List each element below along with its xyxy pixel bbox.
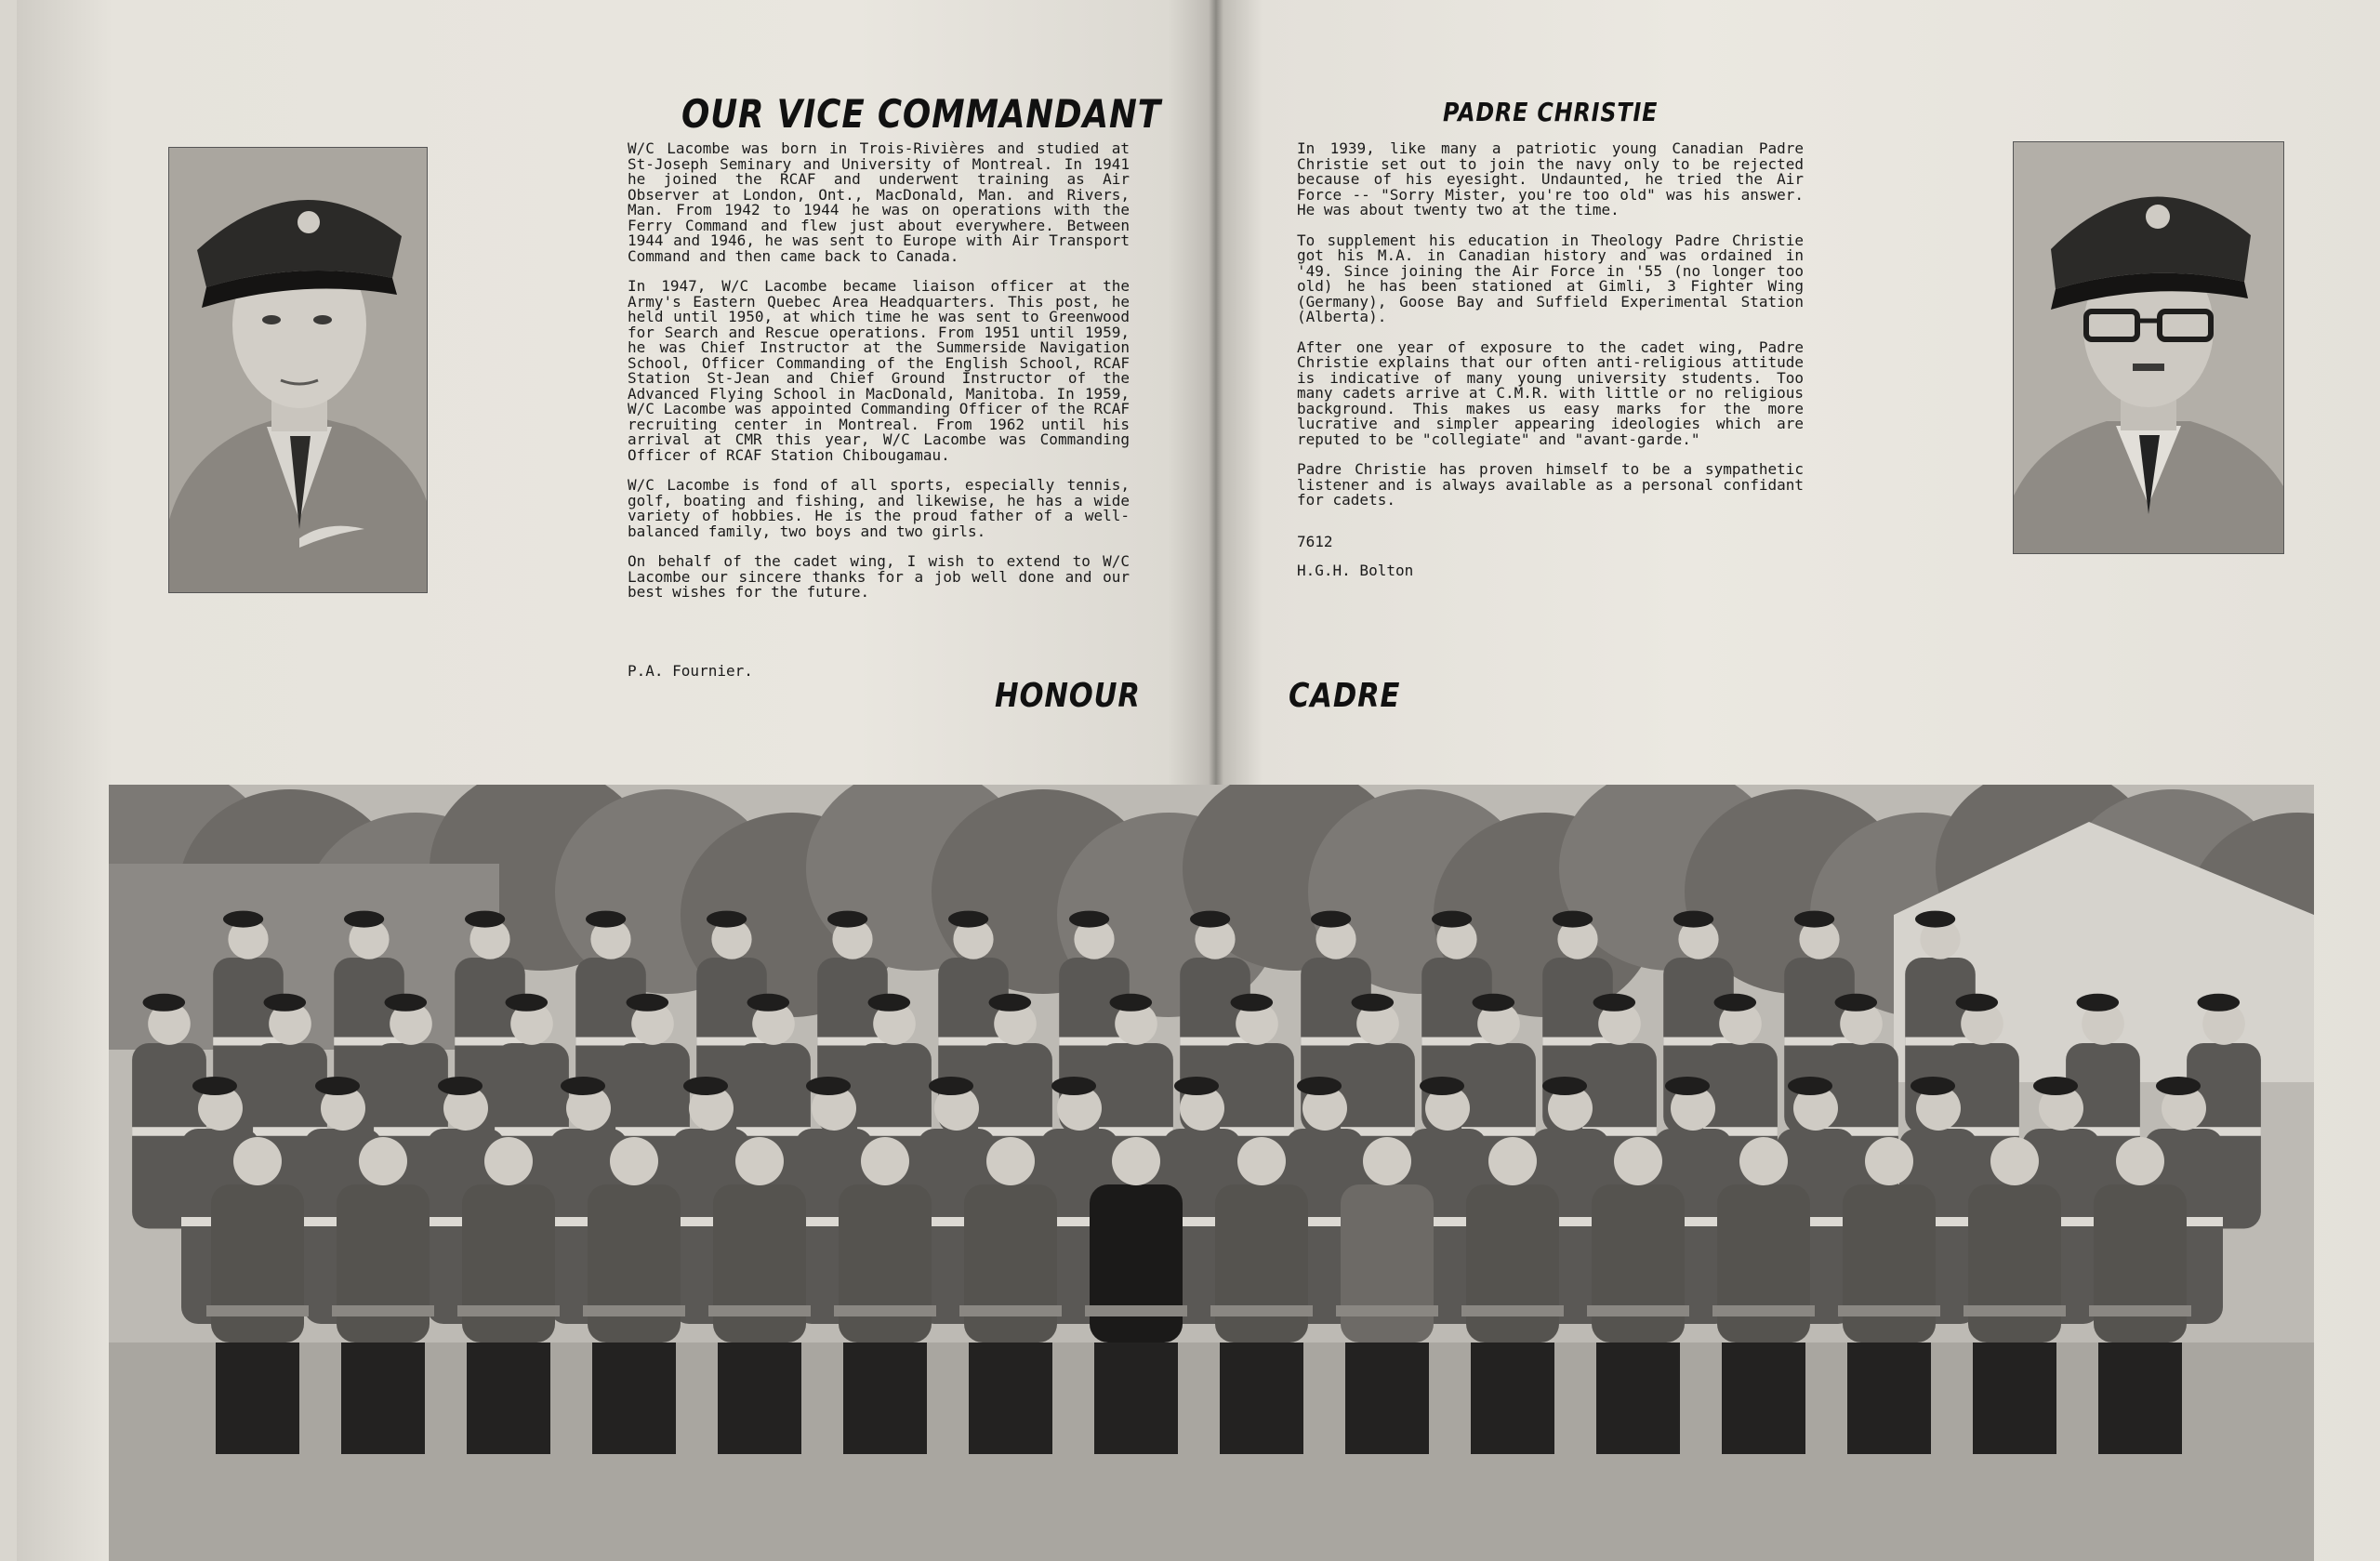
seated-figure [964,1184,1057,1343]
chair-seat [834,1305,936,1316]
seated-legs [592,1343,676,1454]
cadet-cap [747,994,790,1012]
chair-seat [1336,1305,1438,1316]
pc-paragraph-4: Padre Christie has proven himself to be a sympathetic listener and is always available as a personal confidant for cadets. [1297,460,1804,509]
vice-commandant-text [628,141,1130,615]
cadet-cap [1714,994,1757,1012]
seated-figure [1843,1184,1936,1343]
cadet-cap [1915,911,1955,928]
cadet-cap [989,994,1032,1012]
cadet-cap [707,911,747,928]
seated-legs [1596,1343,1680,1454]
seated-face [986,1137,1035,1185]
cadet-cap [385,994,428,1012]
cadet-cap [561,1077,605,1095]
seated-face [359,1137,407,1185]
seated-legs [1973,1343,2056,1454]
cadet-cap [1352,994,1395,1012]
vc-paragraph-3: W/C Lacombe is fond of all sports, especially tennis, golf, boating and fishing, and likewise, he has a wide variety of hobbies. He is the proud father of a well-balanced family, two boys and two girls. [628,476,1130,540]
chair-seat [1210,1305,1313,1316]
cadet-cap [2198,994,2241,1012]
cadet-cap [627,994,669,1012]
pc-paragraph-3: After one year of exposure to the cadet wing, Padre Christie explains that our often anti-religious attitude is indicative of many young university students. Too many cadets arrive at C.M.R. with little or no religious background. This makes us easy marks for the more lucrative and simpler appearing ideologies which are reputed to be "collegiate" and "avant-garde." [1297,337,1804,448]
seated-face [1614,1137,1662,1185]
seated-face [1363,1137,1411,1185]
cadet-cap [1794,911,1834,928]
cadet-cap [344,911,384,928]
group-photo-icon [109,785,2314,1561]
seated-face [610,1137,658,1185]
padre-portrait-icon [2013,141,2284,554]
cadet-cap [2077,994,2120,1012]
chair-seat [959,1305,1062,1316]
seated-figure [1466,1184,1559,1343]
seated-figure [1090,1184,1183,1343]
seated-face [1865,1137,1913,1185]
seated-legs [216,1343,299,1454]
seated-face [2116,1137,2164,1185]
cadet-cap [1051,1077,1096,1095]
seated-face [233,1137,282,1185]
seated-figure [1215,1184,1308,1343]
cadet-cap [1956,994,1999,1012]
cadet-cap [1553,911,1593,928]
seated-face [861,1137,909,1185]
seated-legs [969,1343,1052,1454]
seated-figure [1968,1184,2061,1343]
seated-figure [337,1184,430,1343]
seated-legs [718,1343,801,1454]
cadet-cap [1542,1077,1587,1095]
padre-christie-title: PADRE CHRISTIE [1443,97,1659,127]
cadet-cap [264,994,307,1012]
cadet-cap [868,994,911,1012]
seated-face [1739,1137,1788,1185]
cadet-cap [1473,994,1515,1012]
cadet-cap [1174,1077,1219,1095]
cadet-cap [1673,911,1713,928]
cadet-cap [827,911,867,928]
cadet-cap [1311,911,1351,928]
cadet-cap [223,911,263,928]
seated-legs [1094,1343,1178,1454]
seated-legs [1220,1343,1303,1454]
seated-figure [1341,1184,1434,1343]
caption-honour: HONOUR [995,677,1141,715]
cadet-cap [806,1077,851,1095]
seated-figure [713,1184,806,1343]
seated-legs [1345,1343,1429,1454]
cadet-cap [438,1077,483,1095]
cadet-cap [1069,911,1109,928]
cadet-cap [1593,994,1636,1012]
chair-seat [1712,1305,1815,1316]
seated-face [1112,1137,1160,1185]
cadet-cap [143,994,186,1012]
cadet-cap [506,994,549,1012]
chair-seat [332,1305,434,1316]
vc-paragraph-4: On behalf of the cadet wing, I wish to extend to W/C Lacombe our sincere thanks for a job well done and our best wishes for the future. [628,552,1130,601]
chair-seat [583,1305,685,1316]
seated-face [1990,1137,2039,1185]
seated-legs [341,1343,425,1454]
cadet-cap [2156,1077,2201,1095]
cadet-cap [1788,1077,1832,1095]
cadet-cap [1110,994,1153,1012]
pc-paragraph-1: In 1939, like many a patriotic young Canadian Padre Christie set out to join the navy only to be rejected because of his eyesight. Undaunted, he tried the Air Force -- "Sorry Mister, you're too old" was his answer. He was about twenty two at the time. [1297,139,1804,218]
cadet-cap [586,911,626,928]
cadet-cap [1835,994,1878,1012]
cadet-cap [1231,994,1274,1012]
seated-figure [588,1184,681,1343]
seated-legs [1722,1343,1805,1454]
chair-seat [1838,1305,1940,1316]
seated-figure [211,1184,304,1343]
pc-paragraph-2: To supplement his education in Theology Padre Christie got his M.A. in Canadian history and was ordained in '49. Since joining the Air Force in '55 (no longer too old) he has been stationed at Gimli, 3 Fighter Wing (Germany), Goose Bay and Suffield Experimental Station (Alberta). [1297,231,1804,325]
caption-cadre: CADRE [1289,677,1401,715]
chair-seat [1587,1305,1689,1316]
seated-legs [1471,1343,1554,1454]
seated-face [1237,1137,1286,1185]
chair-seat [708,1305,811,1316]
seated-figure [1717,1184,1810,1343]
chair-seat [457,1305,560,1316]
seated-legs [843,1343,927,1454]
seated-face [484,1137,533,1185]
cadet-cap [948,911,988,928]
chair-seat [1461,1305,1564,1316]
chair-seat [2089,1305,2191,1316]
officer-portrait-icon [168,147,428,593]
seated-figure [1592,1184,1685,1343]
cadet-cap [192,1077,237,1095]
cadet-cap [1190,911,1230,928]
cadet-cap [1911,1077,1955,1095]
cadet-cap [465,911,505,928]
seated-face [1488,1137,1537,1185]
chair-seat [1085,1305,1187,1316]
cadet-cap [2033,1077,2078,1095]
chair-seat [206,1305,309,1316]
seated-legs [467,1343,550,1454]
cadet-cap [683,1077,728,1095]
seated-face [735,1137,784,1185]
vc-paragraph-2: In 1947, W/C Lacombe became liaison officer at the Army's Eastern Quebec Area Headquarters. This post, he held until 1950, at which time he was sent to Greenwood for Search and Rescue operations. From 1951 until 1959, he was Chief Instructor at the Summerside Navigation School, Officer Commanding of the English School, RCAF Station St-Jean and Chief Ground Instructor of the Advanced Flying School in MacDonald, Manitoba. In 1959, W/C Lacombe was appointed Commanding Officer of the RCAF recruiting center in Montreal. From 1962 until his arrival at CMR this year, W/C Lacombe was Commanding Officer of RCAF Station Chibougamau. [628,277,1130,464]
vc-signature: P.A. Fournier. [628,662,753,680]
cadet-cap [315,1077,360,1095]
seated-legs [2098,1343,2182,1454]
cadet-cap [1420,1077,1464,1095]
cadet-cap [1665,1077,1710,1095]
cadet-cap [1432,911,1472,928]
cadet-cap [1297,1077,1342,1095]
chair-seat [1964,1305,2066,1316]
seated-figure [839,1184,932,1343]
pc-number: 7612 [1297,533,1333,550]
cadet-cap [929,1077,973,1095]
vice-commandant-title: OUR VICE COMMANDANT [681,91,1161,137]
vc-paragraph-1: W/C Lacombe was born in Trois-Rivières and studied at St-Joseph Seminary and University of Montreal. In 1941 he joined the RCAF and underwent training as Air Observer at London, Ont., MacDonald, Man. and Rivers, Man. From 1942 to 1944 he was on operations with the Ferry Command and flew just about everywhere. Between 1944 and 1946, he was sent to Europe with Air Transport Command and then came back to Canada. [628,139,1130,265]
seated-legs [1847,1343,1931,1454]
seated-figure [462,1184,555,1343]
seated-figure [2094,1184,2187,1343]
padre-christie-text [1297,141,1804,523]
pc-signature: H.G.H. Bolton [1297,562,1414,579]
